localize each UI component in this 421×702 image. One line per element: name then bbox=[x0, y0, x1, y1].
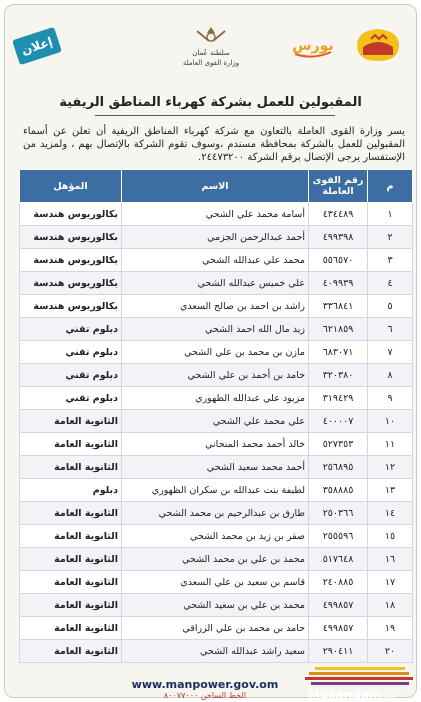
row-workforce-id: ٣٥٨٨٨٥ bbox=[309, 479, 368, 502]
row-qualification: الثانوية العامة bbox=[20, 617, 122, 640]
row-qualification: دبلوم تقني bbox=[20, 387, 122, 410]
row-qualification: الثانوية العامة bbox=[20, 640, 122, 663]
title-underline bbox=[95, 115, 335, 116]
nawras-logo bbox=[287, 30, 339, 60]
row-workforce-id: ٣١٩٤٢٩ bbox=[309, 387, 368, 410]
row-name: طارق بن عبدالرحيم بن محمد الشحي bbox=[122, 502, 309, 525]
table-row bbox=[20, 341, 413, 364]
row-qualification: دبلوم تقني bbox=[20, 341, 122, 364]
row-name: أحمد محمد سعيد الشحي bbox=[122, 456, 309, 479]
row-qualification: الثانوية العامة bbox=[20, 594, 122, 617]
table-row bbox=[20, 617, 413, 640]
table-row bbox=[20, 502, 413, 525]
row-index: ١٠ bbox=[368, 410, 413, 433]
table-row bbox=[20, 203, 413, 226]
row-qualification: دبلوم bbox=[20, 479, 122, 502]
row-name: راشد بن احمد بن صالح السعدي bbox=[122, 295, 309, 318]
row-index: ١٢ bbox=[368, 456, 413, 479]
row-name: حامد بن أحمد بن علي الشحي bbox=[122, 364, 309, 387]
header-id: رقم القوى العاملة bbox=[309, 170, 368, 203]
brand-stripes bbox=[305, 665, 415, 687]
row-name: سعيد راشد عبدالله الشحي bbox=[122, 640, 309, 663]
row-qualification: الثانوية العامة bbox=[20, 548, 122, 571]
announcement-badge: إعلان bbox=[12, 27, 62, 65]
row-qualification: الثانوية العامة bbox=[20, 502, 122, 525]
row-workforce-id: ٦٢١٨٥٩ bbox=[309, 318, 368, 341]
row-workforce-id: ٤٩٩٨٥٧ bbox=[309, 594, 368, 617]
row-name: محمد علي عبدالله الشحي bbox=[122, 249, 309, 272]
table-row bbox=[20, 387, 413, 410]
row-name: لطيفة بنت عبدالله بن سكران الظهوري bbox=[122, 479, 309, 502]
row-name: صقر بن زيد بن محمد الشحي bbox=[122, 525, 309, 548]
row-workforce-id: ٣٢٠٣٨٠ bbox=[309, 364, 368, 387]
row-qualification: بكالوريوس هندسة bbox=[20, 203, 122, 226]
row-qualification: بكالوريوس هندسة bbox=[20, 226, 122, 249]
row-index: ٢ bbox=[368, 226, 413, 249]
header-index: م bbox=[368, 170, 413, 203]
page-title: المقبولين للعمل بشركة كهرباء المناطق الريفية bbox=[59, 95, 362, 110]
table-row bbox=[20, 433, 413, 456]
row-index: ١٧ bbox=[368, 571, 413, 594]
table-row bbox=[20, 525, 413, 548]
row-name: أحمد عبدالرحمن الجزمي bbox=[122, 226, 309, 249]
row-workforce-id: ٢٥٠٣٦٦ bbox=[309, 502, 368, 525]
row-index: ١٤ bbox=[368, 502, 413, 525]
table-row bbox=[20, 249, 413, 272]
row-index: ٤ bbox=[368, 272, 413, 295]
table-row bbox=[20, 594, 413, 617]
ministry-crest-logo bbox=[175, 23, 247, 71]
row-workforce-id: ٢٥٥٥٩٦ bbox=[309, 525, 368, 548]
row-index: ٥ bbox=[368, 295, 413, 318]
row-qualification: الثانوية العامة bbox=[20, 456, 122, 479]
row-workforce-id: ٥٢٧٣٥٣ bbox=[309, 433, 368, 456]
header-qualification: المؤهل bbox=[20, 170, 122, 203]
row-workforce-id: ٥١٧٦٤٨ bbox=[309, 548, 368, 571]
announcement-card bbox=[4, 4, 417, 702]
row-name: علي محمد علي الشحي bbox=[122, 410, 309, 433]
company-logo bbox=[349, 25, 407, 65]
row-index: ١٨ bbox=[368, 594, 413, 617]
row-qualification: الثانوية العامة bbox=[20, 571, 122, 594]
brand-name: Musandam.net bbox=[308, 688, 398, 702]
row-name: علي خميس عبدالله الشحي bbox=[122, 272, 309, 295]
row-name: مزيود علي عبدالله الظهوري bbox=[122, 387, 309, 410]
row-index: ١٥ bbox=[368, 525, 413, 548]
table-body bbox=[20, 203, 413, 663]
table-row bbox=[20, 548, 413, 571]
row-workforce-id: ٢٤٠٨٨٥ bbox=[309, 571, 368, 594]
table-row bbox=[20, 640, 413, 663]
hotline: الخط الساخن ٨٠٠٧٧٠٠٠ bbox=[163, 691, 247, 700]
ministry-line1: سلطنة عُمان bbox=[192, 49, 230, 57]
row-qualification: الثانوية العامة bbox=[20, 525, 122, 548]
row-workforce-id: ٢٥٦٨٩٥ bbox=[309, 456, 368, 479]
intro-text: يسر وزارة القوى العاملة بالتعاون مع شركة كهرباء المناطق الريفية أن تعلن عن أسماء المقبولين للعمل بالشركة بمحافظة مسندم ،وسوف تقوم الشركة بالإتصال بهم ، ولمزيد من الإستفسار يرجى الإتصال برقم الشركة ٢٤٤٧٣٢٠٠. bbox=[23, 126, 405, 163]
row-name: حامد بن محمد بن علي الزراقي bbox=[122, 617, 309, 640]
svg-text:نورس: نورس bbox=[292, 38, 334, 54]
row-qualification: الثانوية العامة bbox=[20, 433, 122, 456]
table-row bbox=[20, 226, 413, 249]
row-index: ٢٠ bbox=[368, 640, 413, 663]
row-index: ١١ bbox=[368, 433, 413, 456]
row-name: قاسم بن سعيد بن علي السعدي bbox=[122, 571, 309, 594]
row-workforce-id: ٤٩٩٨٥٧ bbox=[309, 617, 368, 640]
table-row bbox=[20, 456, 413, 479]
ministry-line2: وزارة القوى العاملة bbox=[182, 59, 240, 67]
row-qualification: بكالوريوس هندسة bbox=[20, 249, 122, 272]
row-workforce-id: ٤٣٤٤٨٩ bbox=[309, 203, 368, 226]
row-qualification: دبلوم تقني bbox=[20, 318, 122, 341]
table-row bbox=[20, 272, 413, 295]
row-index: ٩ bbox=[368, 387, 413, 410]
row-name: أسامة محمد علي الشحي bbox=[122, 203, 309, 226]
row-qualification: دبلوم تقني bbox=[20, 364, 122, 387]
row-index: ٨ bbox=[368, 364, 413, 387]
row-qualification: الثانوية العامة bbox=[20, 410, 122, 433]
footer bbox=[115, 678, 295, 700]
row-qualification: بكالوريوس هندسة bbox=[20, 272, 122, 295]
header bbox=[5, 5, 416, 93]
row-name: محمد بن علي بن محمد الشحي bbox=[122, 548, 309, 571]
row-name: مازن بن محمد بن علي الشحي bbox=[122, 341, 309, 364]
row-index: ١٩ bbox=[368, 617, 413, 640]
row-workforce-id: ٣٣٦٨٤١ bbox=[309, 295, 368, 318]
candidates-table bbox=[19, 169, 413, 663]
row-name: خالد أحمد محمد المنحاني bbox=[122, 433, 309, 456]
table-row bbox=[20, 479, 413, 502]
row-index: ٦ bbox=[368, 318, 413, 341]
row-name: محمد بن علي بن سعيد الشحي bbox=[122, 594, 309, 617]
row-workforce-id: ٤٠٩٩٣٩ bbox=[309, 272, 368, 295]
row-index: ٧ bbox=[368, 341, 413, 364]
row-workforce-id: ٢٩٠٤١١ bbox=[309, 640, 368, 663]
row-index: ٣ bbox=[368, 249, 413, 272]
row-workforce-id: ٥٥٦٥٧٠ bbox=[309, 249, 368, 272]
table-row bbox=[20, 295, 413, 318]
row-workforce-id: ٤٠٠٠٠٧ bbox=[309, 410, 368, 433]
row-index: ١٦ bbox=[368, 548, 413, 571]
table-row bbox=[20, 571, 413, 594]
row-workforce-id: ٤٩٩٣٩٨ bbox=[309, 226, 368, 249]
website-link[interactable]: www.manpower.gov.om bbox=[131, 678, 279, 691]
table-row bbox=[20, 410, 413, 433]
table-row bbox=[20, 318, 413, 341]
row-name: زيد مال الله احمد الشحي bbox=[122, 318, 309, 341]
row-index: ١٣ bbox=[368, 479, 413, 502]
row-workforce-id: ٦٨٣٠٧١ bbox=[309, 341, 368, 364]
table-row bbox=[20, 364, 413, 387]
row-qualification: بكالوريوس هندسة bbox=[20, 295, 122, 318]
row-index: ١ bbox=[368, 203, 413, 226]
header-name: الاسم bbox=[122, 170, 309, 203]
table-header-row bbox=[20, 170, 413, 203]
